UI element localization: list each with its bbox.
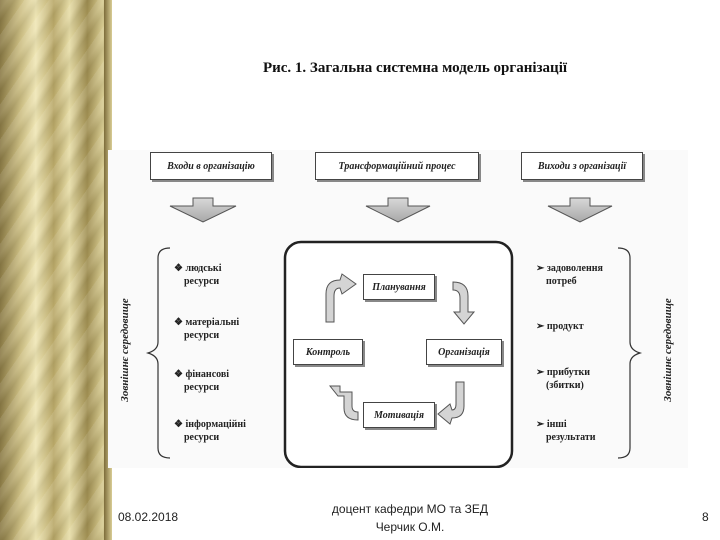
list-item: ➢ прибутки (збитки) [536, 367, 591, 391]
environment-label-left: Зовнішнє середовище [119, 298, 131, 402]
motivation-box: Мотивація [363, 402, 435, 428]
list-item: ❖ людські ресурси [174, 263, 222, 287]
outputs-list [536, 262, 626, 452]
page-number: 8 [702, 510, 709, 524]
outputs-box: Виходи з організації [521, 152, 643, 180]
environment-label-right: Зовнішнє середовище [662, 298, 674, 402]
left-brace [148, 248, 170, 458]
list-item: ❖ матеріальні ресурси [174, 317, 240, 341]
figure-title: Рис. 1. Загальна системна модель організації [262, 60, 568, 76]
list-item: ➢ продукт [536, 321, 584, 332]
organization-model-diagram [108, 150, 688, 468]
footer-author [300, 500, 520, 536]
inputs-list [174, 262, 284, 452]
list-item: ❖ фінансові ресурси [174, 369, 230, 393]
process-box: Трансформаційний процес [315, 152, 479, 180]
author-line-1: доцент кафедри МО та ЗЕД [331, 502, 489, 516]
planning-box: Планування [363, 274, 435, 300]
down-arrow-inputs [170, 198, 236, 222]
down-arrow-outputs [548, 198, 612, 222]
control-box: Контроль [293, 339, 363, 365]
list-item: ➢ інші результати [536, 419, 596, 443]
down-arrow-process [366, 198, 430, 222]
organization-box: Організація [426, 339, 502, 365]
author-line-2: Черчик О.М. [375, 520, 445, 534]
list-item: ➢ задоволення потреб [536, 263, 603, 287]
footer-date: 08.02.2018 [118, 510, 179, 524]
inputs-box: Входи в організацію [150, 152, 272, 180]
list-item: ❖ інформаційні ресурси [174, 419, 246, 443]
decorative-sidebar [0, 0, 112, 540]
